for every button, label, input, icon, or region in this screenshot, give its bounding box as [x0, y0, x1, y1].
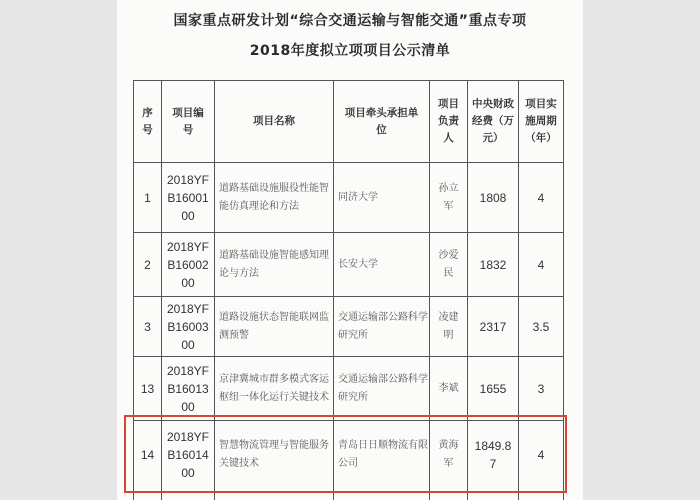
cell-name: 智慧物流管理与智能服务关键技术 — [219, 440, 329, 469]
cell-code: 2018YFB1600200 — [166, 239, 210, 290]
cell-name: 道路基础设施服役性能智能仿真理论和方法 — [219, 182, 329, 212]
cell-period: 4 — [537, 448, 545, 462]
cell-leader: 黄海军 — [438, 440, 459, 469]
header-lead-unit: 项目牵头承担单位 — [344, 106, 419, 136]
header-funding: 中央财政经费（万元） — [472, 98, 514, 144]
cell-leader: 李斌 — [438, 382, 459, 394]
document-subtitle: 2018年度拟立项项目公示清单 — [249, 43, 451, 59]
cell-code: 2018YFB1600300 — [166, 301, 210, 352]
cell-lead-unit: 交通运输部公路科学研究所 — [338, 373, 428, 403]
header-period: 项目实施周期（年） — [525, 98, 557, 144]
cell-period: 4 — [537, 190, 545, 205]
cell-leader: 凌建明 — [438, 311, 459, 341]
header-seq: 序号 — [142, 106, 153, 136]
cell-funding: 1832 — [479, 257, 507, 272]
cell-name: 道路基础设施智能感知理论与方法 — [219, 249, 329, 279]
cell-funding: 2317 — [479, 319, 507, 334]
cell-lead-unit: 同济大学 — [338, 191, 378, 203]
cell-funding: 1849.87 — [474, 439, 512, 471]
header-name: 项目名称 — [253, 115, 295, 127]
cell-name: 京津冀城市群多模式客运枢纽一体化运行关键技术 — [219, 373, 329, 403]
cell-period: 3.5 — [532, 319, 550, 334]
cell-funding: 1655 — [479, 381, 507, 396]
header-leader: 项目负责人 — [438, 98, 459, 144]
cell-lead-unit: 长安大学 — [338, 258, 378, 270]
cell-name: 道路设施状态智能联网监测预警 — [219, 311, 329, 341]
cell-lead-unit: 青岛日日顺物流有限公司 — [338, 440, 428, 469]
document-title: 国家重点研发计划“综合交通运输与智能交通”重点专项 — [173, 13, 527, 29]
cell-seq: 13 — [140, 381, 155, 396]
header-code: 项目编号 — [172, 106, 204, 136]
cell-leader: 孙立军 — [438, 182, 459, 212]
cell-period: 3 — [537, 381, 545, 396]
cell-lead-unit: 交通运输部公路科学研究所 — [338, 311, 428, 341]
cell-seq: 14 — [140, 448, 155, 462]
cell-leader: 沙爱民 — [438, 249, 459, 279]
cell-seq: 2 — [144, 257, 151, 272]
cell-code: 2018YFB1600100 — [166, 172, 210, 223]
cell-period: 4 — [537, 257, 545, 272]
cell-code: 2018YFB1601300 — [166, 363, 210, 414]
cell-code: 2018YFB1601400 — [166, 430, 210, 480]
cell-seq: 1 — [144, 190, 151, 205]
cell-funding: 1808 — [479, 190, 507, 205]
cell-seq: 3 — [144, 319, 151, 334]
table-border-right — [563, 80, 564, 500]
